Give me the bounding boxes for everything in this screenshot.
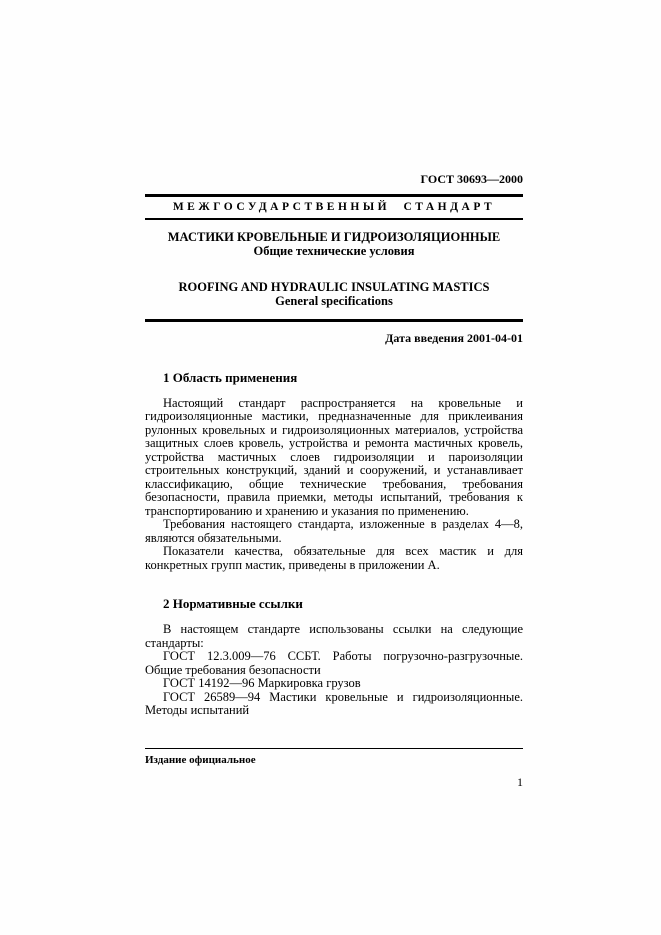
standard-type-label: МЕЖГОСУДАРСТВЕННЫЙ СТАНДАРТ bbox=[172, 200, 496, 213]
page-number: 1 bbox=[517, 774, 523, 789]
reference-item-2: ГОСТ 14192—96 Маркировка грузов bbox=[163, 676, 361, 690]
doc-code: ГОСТ 30693—2000 bbox=[420, 172, 523, 186]
section-1-paragraph-2: Требования настоящего стандарта, изложенные в разделах 4—8, являются обязательными. bbox=[145, 517, 523, 545]
document-subtitle-en: General specifications bbox=[275, 294, 393, 308]
effective-date: Дата введения 2001-04-01 bbox=[385, 330, 523, 345]
footer-rule bbox=[145, 748, 523, 749]
reference-item-1: ГОСТ 12.3.009—76 ССБТ. Работы погрузочно-разгрузочные. Общие требования безопасности bbox=[145, 649, 523, 677]
section-1-heading: 1 Область применения bbox=[163, 369, 298, 385]
document-content bbox=[145, 172, 523, 790]
edition-note: Издание официальное bbox=[145, 753, 256, 766]
section-1-paragraph-1: Настоящий стандарт распространяется на кровельные и гидроизоляционные мастики, предназначенные для приклеивания рулонных кровельных и гидроизоляционных материалов, устройства защитных слоев кровель, устройства и ремонта мастичных кровель, устройства мастичных слоев гидроизоляции и пароизоляции строительных конструкций, зданий и сооружений, и устанавливает классификацию, общие технические требования, требования безопасности, правила приемки, методы испытаний, требования к транспортированию и хранению и указания по применению. bbox=[145, 395, 523, 518]
section-2-intro: В настоящем стандарте использованы ссылки на следующие стандарты: bbox=[145, 622, 523, 650]
header-rule-bottom bbox=[145, 319, 523, 322]
document-title-ru: МАСТИКИ КРОВЕЛЬНЫЕ И ГИДРОИЗОЛЯЦИОННЫЕ bbox=[167, 230, 501, 244]
section-1-paragraph-3: Показатели качества, обязательные для всех мастик и для конкретных групп мастик, приведены в приложении А. bbox=[145, 544, 523, 572]
header-rule-middle bbox=[145, 218, 523, 221]
document-title-en: ROOFING AND HYDRAULIC INSULATING MASTICS bbox=[178, 280, 490, 294]
document-subtitle-ru: Общие технические условия bbox=[253, 244, 415, 258]
section-2-heading: 2 Нормативные ссылки bbox=[163, 596, 303, 611]
reference-item-3: ГОСТ 26589—94 Мастики кровельные и гидроизоляционные. Методы испытаний bbox=[145, 689, 523, 717]
